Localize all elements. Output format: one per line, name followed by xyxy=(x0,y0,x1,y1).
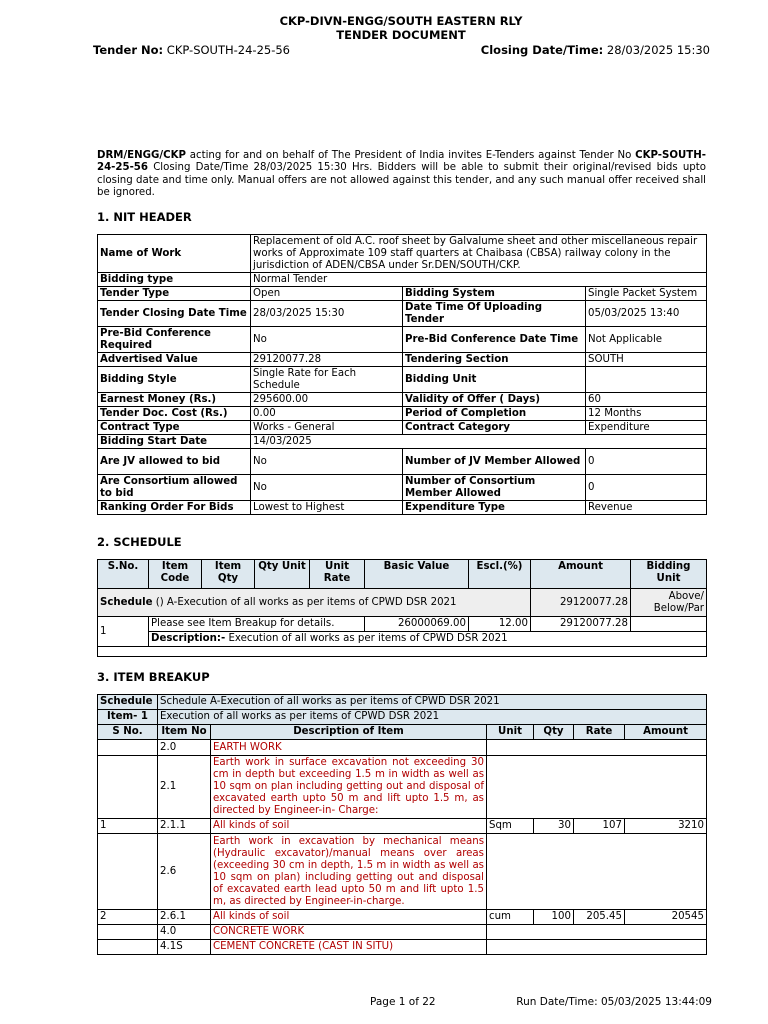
ib-empty xyxy=(487,834,707,910)
bidding-system-label: Bidding System xyxy=(403,287,586,301)
tender-type-value: Open xyxy=(251,287,403,301)
schedule-label: Schedule xyxy=(100,596,153,608)
closing-datetime xyxy=(481,43,710,57)
bidding-unit-value xyxy=(586,367,707,393)
prebid-date-label: Pre-Bid Conference Date Time xyxy=(403,327,586,353)
ib-description: CEMENT CONCRETE (CAST IN SITU) xyxy=(211,940,487,955)
ib-empty xyxy=(487,740,707,756)
sch-col-item-code: Item Code xyxy=(149,560,202,589)
intro-org: DRM/ENGG/CKP xyxy=(97,150,186,161)
ib-description: Earth work in excavation by mechanical means (Hydraulic excavator)/manual means over areas (exceeding 30 cm in depth, 1.5 m in width as well as 10 sqm on plan) including getting out and disposal of excavated earth lead upto 50 m and lift upto 1.5 m, as directed by Engineer-in-charge. xyxy=(211,834,487,910)
bidding-start-value: 14/03/2025 xyxy=(251,435,707,449)
table-row xyxy=(98,940,707,955)
section-item-breakup: 3. ITEM BREAKUP xyxy=(97,670,210,684)
intro-tender: CKP-SOUTH-24-25-56 xyxy=(97,150,706,174)
consortium-members-value: 0 xyxy=(586,475,707,501)
ib-amount: 20545 xyxy=(625,910,707,925)
doc-cost-value: 0.00 xyxy=(251,407,403,421)
schedule-item-description xyxy=(149,632,707,647)
table-row xyxy=(98,834,707,910)
ib-col-description: Description of Item xyxy=(211,725,487,740)
earnest-money-value: 295600.00 xyxy=(251,393,403,407)
ib-item-no: 2.0 xyxy=(158,740,211,756)
ib-empty xyxy=(487,940,707,955)
ib-sno: 2 xyxy=(98,910,158,925)
ib-item-no: 2.1 xyxy=(158,756,211,819)
schedule-item-text: Please see Item Breakup for details. xyxy=(149,617,365,632)
jv-members-value: 0 xyxy=(586,449,707,475)
nit-table xyxy=(97,234,707,515)
consortium-members-label: Number of Consortium Member Allowed xyxy=(403,475,586,501)
sch-col-amount: Amount xyxy=(531,560,631,589)
document-subtitle: TENDER DOCUMENT xyxy=(336,28,466,42)
ib-empty xyxy=(487,925,707,940)
prebid-required-label: Pre-Bid Conference Required xyxy=(98,327,251,353)
intro-paragraph xyxy=(97,150,706,200)
closing-datetime-value: 28/03/2025 15:30 xyxy=(606,43,710,57)
schedule-item-unit xyxy=(631,617,707,632)
ib-item-no: 4.1S xyxy=(158,940,211,955)
ib-description: All kinds of soil xyxy=(211,819,487,834)
expenditure-type-value: Revenue xyxy=(586,501,707,515)
tendering-section-label: Tendering Section xyxy=(403,353,586,367)
jv-allowed-label: Are JV allowed to bid xyxy=(98,449,251,475)
bidding-unit-label: Bidding Unit xyxy=(403,367,586,393)
ib-description: All kinds of soil xyxy=(211,910,487,925)
consortium-allowed-value: No xyxy=(251,475,403,501)
contract-category-value: Expenditure xyxy=(586,421,707,435)
tender-closing-label: Tender Closing Date Time xyxy=(98,301,251,327)
bidding-style-label: Bidding Style xyxy=(98,367,251,393)
schedule-text: () A-Execution of all works as per items of CPWD DSR 2021 xyxy=(152,596,457,608)
tender-number-value: CKP-SOUTH-24-25-56 xyxy=(166,43,290,57)
schedule-amount: 29120077.28 xyxy=(531,589,631,617)
ib-item-no: 2.1.1 xyxy=(158,819,211,834)
jv-members-label: Number of JV Member Allowed xyxy=(403,449,586,475)
ib-rate: 205.45 xyxy=(574,910,625,925)
bidding-start-label: Bidding Start Date xyxy=(98,435,251,449)
ib-schedule-label: Schedule xyxy=(98,695,158,710)
bidding-type-label: Bidding type xyxy=(98,273,251,287)
ib-unit: Sqm xyxy=(487,819,534,834)
schedule-table xyxy=(97,559,707,657)
ib-col-item-no: Item No xyxy=(158,725,211,740)
tender-number-label: Tender No: xyxy=(93,43,164,57)
ib-col-unit: Unit xyxy=(487,725,534,740)
bidding-type-value: Normal Tender xyxy=(251,273,707,287)
tendering-section-value: SOUTH xyxy=(586,353,707,367)
ib-unit: cum xyxy=(487,910,534,925)
contract-category-label: Contract Category xyxy=(403,421,586,435)
sch-col-item-qty: Item Qty xyxy=(202,560,255,589)
prebid-date-value: Not Applicable xyxy=(586,327,707,353)
description-label: Description:- xyxy=(151,633,226,644)
name-of-work-value: Replacement of old A.C. roof sheet by Galvalume sheet and other miscellaneous repair works of Approximate 109 staff quarters at Chaibasa (CBSA) railway colony in the jurisdiction of ADEN/CBSA under Sr.DEN/SOUTH/CKP. xyxy=(251,235,707,273)
section-nit-header: 1. NIT HEADER xyxy=(97,210,192,224)
page-number: Page 1 of 22 xyxy=(370,996,436,1008)
closing-datetime-label: Closing Date/Time: xyxy=(480,43,604,57)
table-row xyxy=(98,756,707,819)
ib-sno xyxy=(98,834,158,910)
ib-qty: 100 xyxy=(534,910,574,925)
ib-item-no: 2.6.1 xyxy=(158,910,211,925)
sch-col-bidding-unit: Bidding Unit xyxy=(631,560,707,589)
table-row xyxy=(98,910,707,925)
ib-description: CONCRETE WORK xyxy=(211,925,487,940)
intro-text-1: acting for and on behalf of The President of India invites E-Tenders against Tender No xyxy=(185,150,636,161)
advertised-value-label: Advertised Value xyxy=(98,353,251,367)
ib-empty xyxy=(487,756,707,819)
tender-closing-value: 28/03/2025 15:30 xyxy=(251,301,403,327)
table-row xyxy=(98,819,707,834)
table-row xyxy=(98,925,707,940)
sch-col-sno: S.No. xyxy=(98,560,149,589)
bidding-style-value: Single Rate for Each Schedule xyxy=(251,367,403,393)
prebid-required-value: No xyxy=(251,327,403,353)
ib-col-qty: Qty xyxy=(534,725,574,740)
advertised-value: 29120077.28 xyxy=(251,353,403,367)
ib-item-text: Execution of all works as per items of CPWD DSR 2021 xyxy=(158,710,707,725)
ib-description: Earth work in surface excavation not exceeding 30 cm in depth but exceeding 1.5 m in width as well as 10 sqm on plan including getting out and disposal of excavated earth upto 50 m and lift upto 1.5 m, as directed by Engineer-in- Charge: xyxy=(211,756,487,819)
schedule-row xyxy=(98,589,531,617)
validity-value: 60 xyxy=(586,393,707,407)
contract-type-value: Works - General xyxy=(251,421,403,435)
run-datetime: Run Date/Time: 05/03/2025 13:44:09 xyxy=(516,996,712,1008)
ib-col-rate: Rate xyxy=(574,725,625,740)
upload-datetime-value: 05/03/2025 13:40 xyxy=(586,301,707,327)
doc-cost-label: Tender Doc. Cost (Rs.) xyxy=(98,407,251,421)
name-of-work-label: Name of Work xyxy=(98,235,251,273)
sch-col-qty-unit: Qty Unit xyxy=(255,560,310,589)
sch-col-unit-rate: Unit Rate xyxy=(310,560,365,589)
ib-sno xyxy=(98,940,158,955)
validity-label: Validity of Offer ( Days) xyxy=(403,393,586,407)
sch-col-basic-value: Basic Value xyxy=(365,560,469,589)
ranking-order-label: Ranking Order For Bids xyxy=(98,501,251,515)
ib-qty: 30 xyxy=(534,819,574,834)
section-schedule: 2. SCHEDULE xyxy=(97,535,182,549)
table-row xyxy=(98,740,707,756)
consortium-allowed-label: Are Consortium allowed to bid xyxy=(98,475,251,501)
schedule-item-amount: 29120077.28 xyxy=(531,617,631,632)
schedule-item-escl: 12.00 xyxy=(469,617,531,632)
tender-type-label: Tender Type xyxy=(98,287,251,301)
expenditure-type-label: Expenditure Type xyxy=(403,501,586,515)
completion-period-label: Period of Completion xyxy=(403,407,586,421)
item-breakup-table xyxy=(97,694,707,955)
bidding-system-value: Single Packet System xyxy=(586,287,707,301)
completion-period-value: 12 Months xyxy=(586,407,707,421)
earnest-money-label: Earnest Money (Rs.) xyxy=(98,393,251,407)
ib-item-no: 4.0 xyxy=(158,925,211,940)
intro-text-2: Closing Date/Time 28/03/2025 15:30 Hrs. Bidders will be able to submit their original/revised bids upto closing date and time only. Manual offers are not allowed against this tender, and any such manual offer received shall be ignored. xyxy=(97,162,706,199)
schedule-item-basic: 26000069.00 xyxy=(365,617,469,632)
ib-item-no: 2.6 xyxy=(158,834,211,910)
sch-col-escl: Escl.(%) xyxy=(469,560,531,589)
upload-datetime-label: Date Time Of Uploading Tender xyxy=(403,301,586,327)
ib-schedule-text: Schedule A-Execution of all works as per items of CPWD DSR 2021 xyxy=(158,695,707,710)
ib-col-sno: S No. xyxy=(98,725,158,740)
contract-type-label: Contract Type xyxy=(98,421,251,435)
jv-allowed-value: No xyxy=(251,449,403,475)
schedule-spacer-row xyxy=(98,647,707,657)
ib-sno xyxy=(98,756,158,819)
description-text: Execution of all works as per items of CPWD DSR 2021 xyxy=(225,633,508,644)
ib-col-amount: Amount xyxy=(625,725,707,740)
ib-sno xyxy=(98,740,158,756)
schedule-bidding-unit: Above/ Below/Par xyxy=(631,589,707,617)
schedule-item-sno: 1 xyxy=(98,617,149,647)
ib-sno: 1 xyxy=(98,819,158,834)
ib-item-label: Item- 1 xyxy=(98,710,158,725)
tender-number xyxy=(93,43,290,57)
ranking-order-value: Lowest to Highest xyxy=(251,501,403,515)
document-title: CKP-DIVN-ENGG/SOUTH EASTERN RLY xyxy=(279,14,523,28)
ib-description: EARTH WORK xyxy=(211,740,487,756)
ib-sno xyxy=(98,925,158,940)
ib-amount: 3210 xyxy=(625,819,707,834)
ib-rate: 107 xyxy=(574,819,625,834)
